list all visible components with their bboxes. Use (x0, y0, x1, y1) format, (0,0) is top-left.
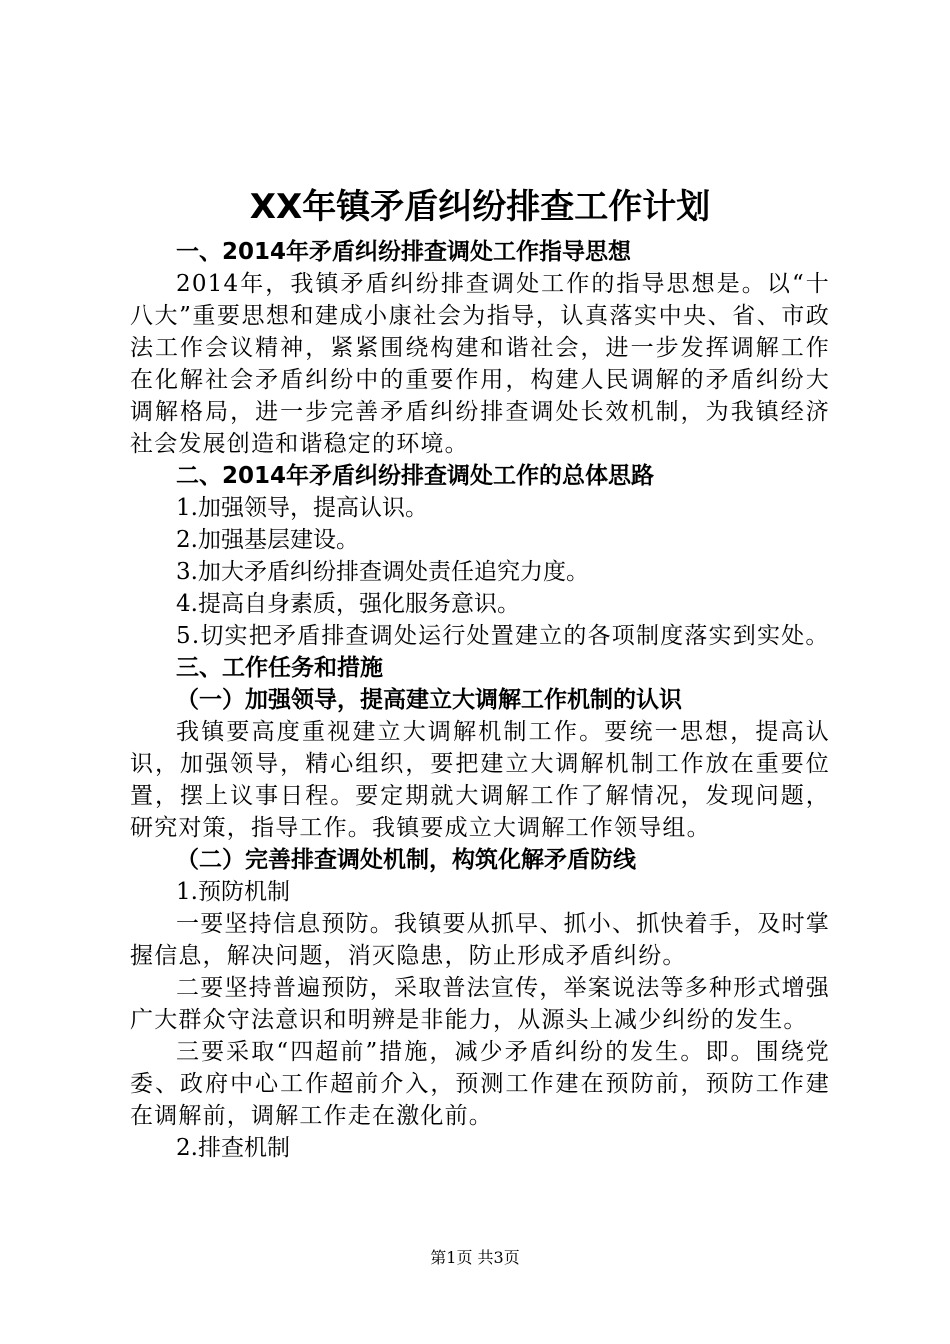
section-2-item-1: 1.加强领导，提高认识。 (176, 495, 428, 521)
section-2-heading: 二、2014年矛盾纠纷排查调处工作的总体思路 (176, 463, 655, 489)
prevention-paragraph-2: 二要坚持普遍预防，采取普法宣传，举案说法等多种形式增强广大群众守法意识和明辨是非能力，从源头上减少纠纷的发生。 (130, 975, 830, 1033)
document-body (130, 182, 830, 1164)
section-2-item-3: 3.加大矛盾纠纷排查调处责任追究力度。 (176, 559, 589, 585)
section-3-heading: 三、工作任务和措施 (176, 655, 383, 681)
subsection-1-heading: （一）加强领导，提高建立大调解工作机制的认识 (176, 687, 682, 713)
subsection-1-paragraph: 我镇要高度重视建立大调解机制工作。要统一思想，提高认识，加强领导，精心组织，要把建立大调解机制工作放在重要位置，摆上议事日程。要定期就大调解工作了解情况，发现问题，研究对策，指导工作。我镇要成立大调解工作领导组。 (130, 719, 830, 841)
section-1-heading: 一、2014年矛盾纠纷排查调处工作指导思想 (176, 239, 632, 265)
prevention-paragraph-3: 三要采取“四超前”措施，减少矛盾纠纷的发生。即。围绕党委、政府中心工作超前介入，预测工作建在预防前，预防工作建在调解前，调解工作走在激化前。 (130, 1039, 830, 1129)
section-2-item-4: 4.提高自身素质，强化服务意识。 (176, 591, 520, 617)
prevention-paragraph-1: 一要坚持信息预防。我镇要从抓早、抓小、抓快着手，及时掌握信息，解决问题，消灭隐患，防止形成矛盾纠纷。 (130, 911, 830, 969)
subsection-2-heading: （二）完善排查调处机制，构筑化解矛盾防线 (176, 847, 636, 873)
document-title: XX年镇矛盾纠纷排查工作计划 (249, 187, 711, 227)
section-2-item-5: 5.切实把矛盾排查调处运行处置建立的各项制度落实到实处。 (176, 623, 830, 649)
section-2-item-2: 2.加强基层建设。 (176, 527, 359, 553)
prevention-mechanism-item: 1.预防机制 (176, 879, 290, 905)
page-footer: 第1页 共3页 (430, 1248, 520, 1267)
section-1-paragraph: 2014年，我镇矛盾纠纷排查调处工作的指导思想是。以“十八大”重要思想和建成小康社会为指导，认真落实中央、省、市政法工作会议精神，紧紧围绕构建和谐社会，进一步发挥调解工作在化解社会矛盾纠纷中的重要作用，构建人民调解的矛盾纠纷大调解格局，进一步完善矛盾纠纷排查调处长效机制，为我镇经济社会发展创造和谐稳定的环境。 (130, 271, 830, 457)
investigation-mechanism-item: 2.排查机制 (176, 1135, 290, 1161)
